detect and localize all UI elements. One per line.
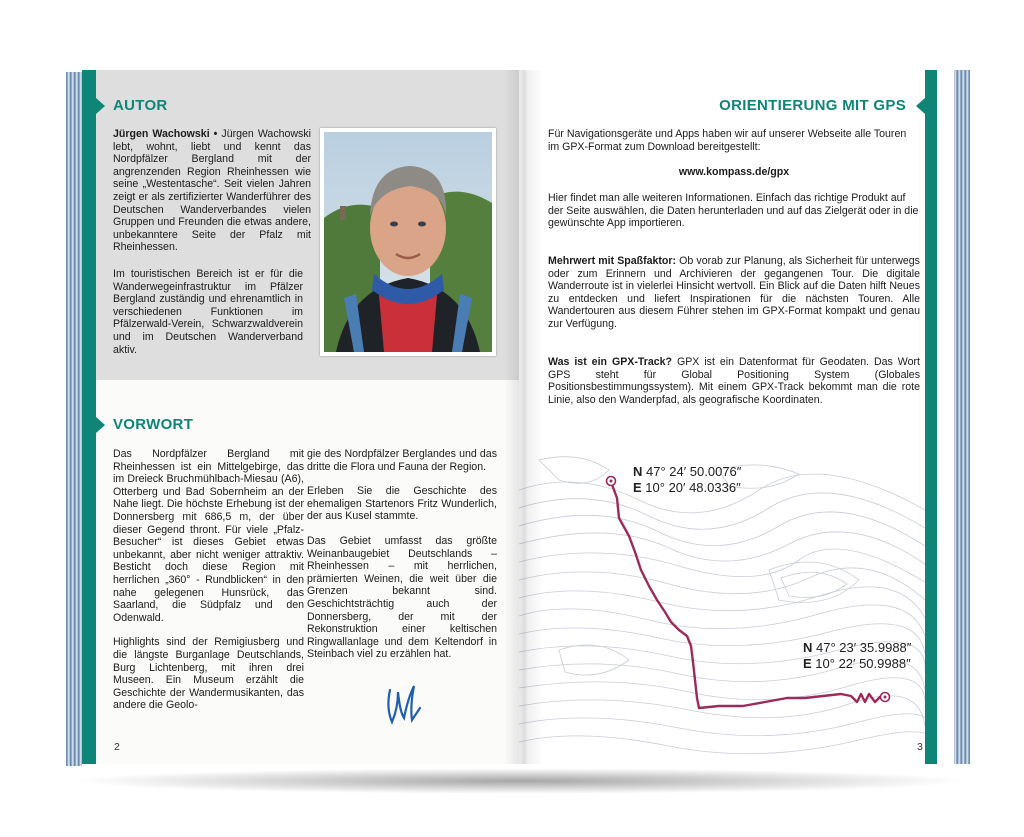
start-coordinates: N 47° 24′ 50.0076″ E 10° 20′ 48.0336″: [633, 464, 742, 495]
open-book: [66, 68, 970, 768]
author-bio-text: Jürgen Wachowski lebt, wohnt, liebt und kennt das Nordpfälzer Bergland mit der angrenzenden Region Rheinhessen wie seine „Westentasche“. Seit vielen Jahren zeigt er als zertifizierter Wanderführer des Deutschen Wanderverbandes vielen Gruppen und Freunden die etwas andere, unbekanntere Seite der Pfalz mit Rheinhessen.: [113, 128, 312, 254]
author-bio-2: Im touristischen Bereich ist er für die Wanderwegeinfrastruktur im Pfälzer Bergland zuständig und ehrenamtlich in verschiedenen Funktionen im Pfälzerwald-Verein, Schwarzwaldverein und im Deutschen Wanderverband aktiv.: [113, 268, 303, 356]
gpx-track-line: [519, 450, 925, 764]
track-path: [611, 482, 881, 708]
gps-intro: Für Navigationsgeräte und Apps haben wir auf unserer Webseite alle Touren im GPX-Format zum Download bereitgestellt:: [548, 128, 907, 153]
page-number: 2: [114, 741, 120, 753]
author-photo: [320, 128, 496, 356]
heading-marker-icon: [916, 98, 925, 114]
start-longitude: 10° 20′ 48.0336″: [645, 480, 741, 495]
left-page: [82, 70, 519, 764]
end-coordinates: N 47° 23′ 35.9988″ E 10° 22′ 50.9988″: [803, 640, 912, 671]
page-number: 3: [917, 741, 923, 753]
foreword-paragraph: Das Nordpfälzer Bergland mit Rheinhessen ist ein Mittelgebirge, das im Dreieck Bruchmühlbach-Miesau (A6), Otterberg und Bad Sobernheim an der Nahe liegt. Die höchste Erhebung ist der Donnersberg mit 686,5 m, der über dieser Gegend thront. Für viele „Pfalz-Besucher“ ist dieses Gebiet etwas unbekannt, aber nicht weniger attraktiv. Besticht doch diese Region mit herrlichen „360° - Rundblicken“ in den nahe gelegenen Hunsrück, das Saarland, die Südpfalz und den Odenwald.: [113, 448, 304, 624]
signature-icon: [384, 678, 424, 728]
author-bio: [113, 128, 311, 254]
foreword-paragraph: gie des Nordpfälzer Berglandes und das dritte die Flora und Fauna der Region.: [307, 448, 497, 473]
teal-margin-bar: [82, 70, 96, 764]
page-edges-right: [954, 70, 970, 764]
foreword-paragraph: Das Gebiet umfasst das größte Weinanbaugebiet Deutschlands – Rheinhessen – mit herrlichen, prämierten Weinen, die weit über die Grenzen bekannt sind. Geschichtsträchtig auch der Donnersberg, der mit der Rekonstruktion einer keltischen Ringwallanlage und dem Keltendorf in Steinbach viel zu erzählen hat.: [307, 534, 497, 661]
foreword-paragraph: Erleben Sie die Geschichte des ehemaligen Startenors Fritz Wunderlich, der aus Kusel stammte.: [307, 485, 497, 523]
heading-marker-icon: [96, 98, 105, 114]
foreword-paragraph: Highlights sind der Remigiusberg und die längste Burganlage Deutschlands, Burg Lichtenberg, mit ihren drei Museen. Ein Museum erzählt die Geschichte der Wandermusikanten, das andere die Geolo-: [113, 636, 304, 712]
gps-heading: ORIENTIERUNG MIT GPS: [719, 97, 906, 114]
author-bullet: •: [213, 128, 218, 140]
end-latitude: 47° 23′ 35.9988″: [816, 640, 912, 655]
heading-marker-icon: [96, 417, 105, 433]
page-edges-left: [66, 72, 82, 766]
author-heading: AUTOR: [113, 97, 168, 114]
start-latitude: 47° 24′ 50.0076″: [646, 464, 742, 479]
end-longitude: 10° 22′ 50.9988″: [815, 656, 911, 671]
paragraph-lead: Was ist ein GPX-Track?: [548, 356, 673, 368]
book-shadow: [70, 768, 970, 794]
gps-value-paragraph: Mehrwert mit Spaßfaktor: Ob vorab zur Planung, als Sicherheit für unterwegs oder zum Erinnern und Archivieren der gegangenen Tour. Die digitale Wanderroute ist in vielerlei Hinsicht wertvoll. Ein Blick auf die Daten hilft Neues zu entdecken und liefert Inspirationen für die nächsten Touren. Alle Wandertouren aus diesem Führer stehen im GPX-Format kompakt und genau zur Verfügung.: [548, 255, 920, 330]
paragraph-lead: Mehrwert mit Spaßfaktor:: [548, 255, 677, 267]
foreword-column-2: [307, 448, 497, 661]
gps-info-paragraph: Hier findet man alle weiteren Informationen. Einfach das richtige Produkt auf der Seite auswählen, die Daten herunterladen und auf das Zielgerät oder in die gewünschte App importieren.: [548, 192, 919, 230]
author-portrait-image: [320, 128, 496, 356]
teal-margin-bar: [925, 70, 937, 764]
right-page: [519, 70, 937, 764]
foreword-heading: VORWORT: [113, 416, 194, 433]
author-name: Jürgen Wachowski: [113, 128, 210, 140]
gpx-track-paragraph: Was ist ein GPX-Track? GPX ist ein Datenformat für Geodaten. Das Wort GPS steht für Global Positioning System (Globales Positionsbestimmungssystem). Mit einem GPX-Track bekommt man die rote Linie, also den Wanderpfad, als geografische Koordinaten.: [548, 356, 920, 406]
foreword-column-1: [113, 448, 304, 712]
gpx-url-link[interactable]: www.kompass.de/gpx: [678, 166, 790, 178]
